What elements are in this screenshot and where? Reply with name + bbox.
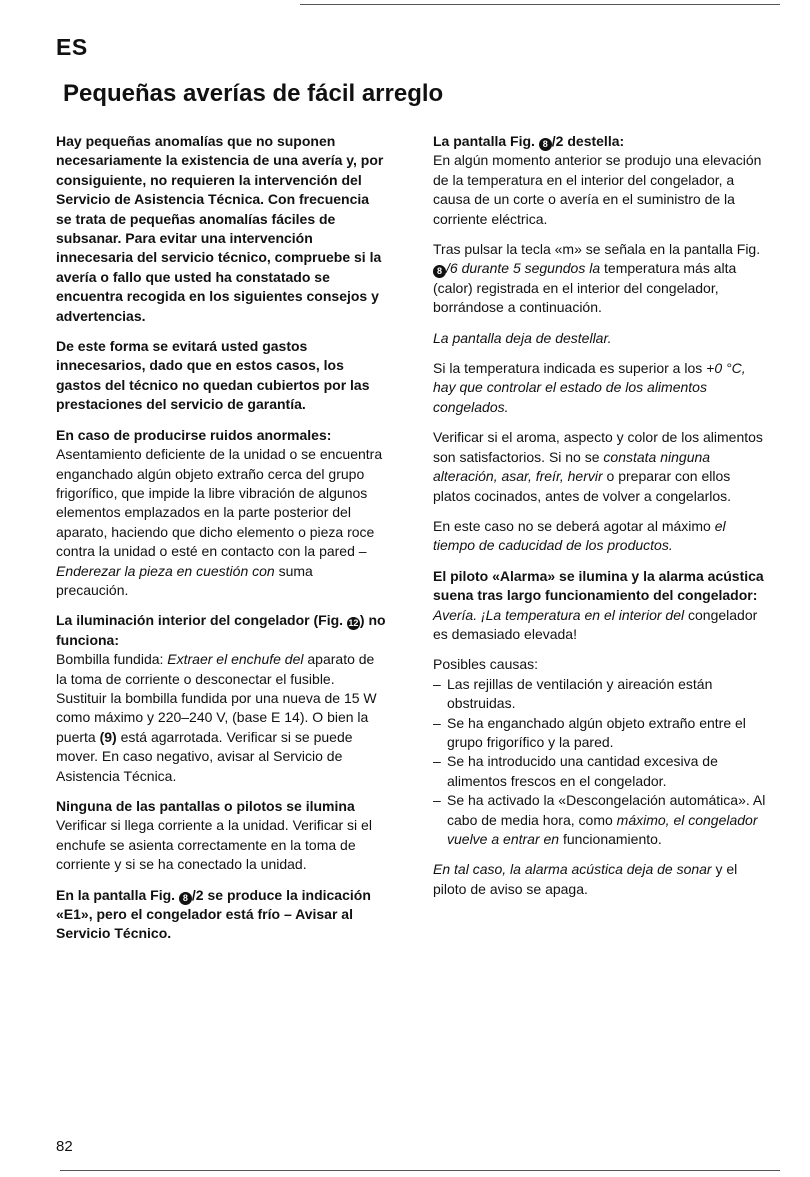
intro-paragraph: Hay pequeñas anomalías que no suponen necesariamente la existencia de una avería y, por consiguiente, no requieren la intervención del Servicio de Asistencia Técnica. Con frecuencia se trata de pequeñas anomalías fáciles de subsanar. Para evitar una intervención innecesaria del servicio técnico, compruebe si la avería o fallo que usted ha constatado se encuentra recogida en los siguientes consejos y advertencias. <box>56 133 384 324</box>
list-item: – Se ha enganchado algún objeto extraño entre el grupo frigorífico y la pared. <box>433 714 768 753</box>
none-heading: Ninguna de las pantallas o pilotos se ilumina <box>56 798 355 814</box>
light-section <box>56 611 386 786</box>
check-paragraph: Verificar si el aroma, aspecto y color de los alimentos son satisfactorios. Si no se constata ninguna alteración, asar, freír, hervir o preparar con ellos platos cocinados, antes de volver a congelarlos. <box>433 429 763 504</box>
figure-callout-icon: 12 <box>348 618 359 629</box>
light-text: aparato de la toma de corriente o desconectar el fusible. Sustituir la bombilla fundida por una nueva de 15 W como máximo y 220–240 V, (base E 14). O bien la puerta <box>56 651 377 745</box>
right-column <box>433 132 768 910</box>
final-paragraph: En tal caso, la alarma acústica deja de sonar y el piloto de aviso se apaga. <box>433 861 738 897</box>
alarm-heading: El piloto «Alarma» se ilumina y la alarma acústica suena tras largo funcionamiento del congelador: <box>433 567 764 604</box>
stop-paragraph: La pantalla deja de destellar. <box>433 329 612 346</box>
light-text-lead: Bombilla fundida: <box>56 651 168 668</box>
temp-paragraph: Si la temperatura indicada es superior a los +0 °C, hay que controlar el estado de los alimentos congelados. <box>433 360 746 415</box>
figure-callout-icon: 8 <box>433 265 446 278</box>
figure-callout-icon: 8 <box>179 892 192 905</box>
noise-text-italic: Enderezar la pieza en cuestión con <box>56 562 275 579</box>
top-rule <box>300 4 780 5</box>
bottom-rule <box>60 1170 780 1171</box>
light-text-end: está agarrotada. Verificar si se puede mover. En caso negativo, avisar al Servicio de Asistencia Técnica. <box>56 728 353 784</box>
list-item: – Se ha introducido una cantidad excesiva de alimentos frescos en el congelador. <box>433 752 768 791</box>
light-text-italic: Extraer el enchufe del <box>167 651 304 668</box>
shelf-paragraph: En este caso no se deberá agotar al máximo el tiempo de caducidad de los productos. <box>433 517 726 554</box>
blink-text: En algún momento anterior se produjo una elevación de la temperatura en el interior del congelador, a causa de un corte o avería en el suministro de la corriente eléctrica. <box>433 152 762 227</box>
noise-text: Asentamiento deficiente de la unidad o se encuentra enganchado algún objeto extraño cerca del grupo frigorífico, que impide la libre vibración de algunos elementos emplazados en la parte posterior del aparato, haciendo que dicho elemento o pieza roce contra la unidad o esté en contacto con la pared – <box>56 446 383 560</box>
causes-list <box>433 675 768 850</box>
left-column <box>56 132 386 955</box>
press-paragraph: Tras pulsar la tecla «m» se señala en la pantalla Fig. 8 /6 durante 5 segundos la temperatura más alta (calor) registrada en el interior del congelador, borrándose a continuación. <box>433 241 761 316</box>
causes-heading: Posibles causas: <box>433 656 539 673</box>
page-number: 82 <box>56 1138 73 1155</box>
noise-heading: En caso de producirse ruidos anormales: <box>56 426 332 443</box>
blink-section <box>433 132 768 229</box>
noise-section <box>56 426 386 601</box>
alarm-text-italic: Avería. ¡La temperatura en el interior del <box>433 606 685 623</box>
none-text: Verificar si llega corriente a la unidad. Verificar si el enchufe se asienta correctamente en la toma de corriente y si se ha conectado la unidad. <box>56 817 372 873</box>
language-code: ES <box>56 34 88 60</box>
e1-section: En la pantalla Fig. 8 /2 se produce la indicación «E1», pero el congelador está frío – Avisar al Servicio Técnico. <box>56 886 371 942</box>
none-section <box>56 797 386 875</box>
noise-text-end: suma precaución. <box>56 562 313 598</box>
blink-heading: La pantalla Fig. 8 /2 destella: <box>433 133 625 149</box>
intro-paragraph-2: De este forma se evitará usted gastos innecesarios, dado que en estos casos, los gastos del técnico no quedan cubiertos por las prestaciones del servicio de garantía. <box>56 338 370 413</box>
alarm-section <box>433 567 768 645</box>
list-item: – Se ha activado la «Descongelación automática». Al cabo de media hora, como máximo, el congelador vuelve a entrar en funcionamiento. <box>433 791 768 849</box>
door-callout: (9) <box>99 728 117 745</box>
figure-callout-icon: 8 <box>539 138 552 151</box>
alarm-text: congelador es demasiado elevada! <box>433 606 758 642</box>
light-heading: La iluminación interior del congelador (Fig. 12 ) no funciona: <box>56 612 386 648</box>
page-title: Pequeñas averías de fácil arreglo <box>63 80 444 107</box>
list-item: – Las rejillas de ventilación y aireación están obstruidas. <box>433 675 768 714</box>
